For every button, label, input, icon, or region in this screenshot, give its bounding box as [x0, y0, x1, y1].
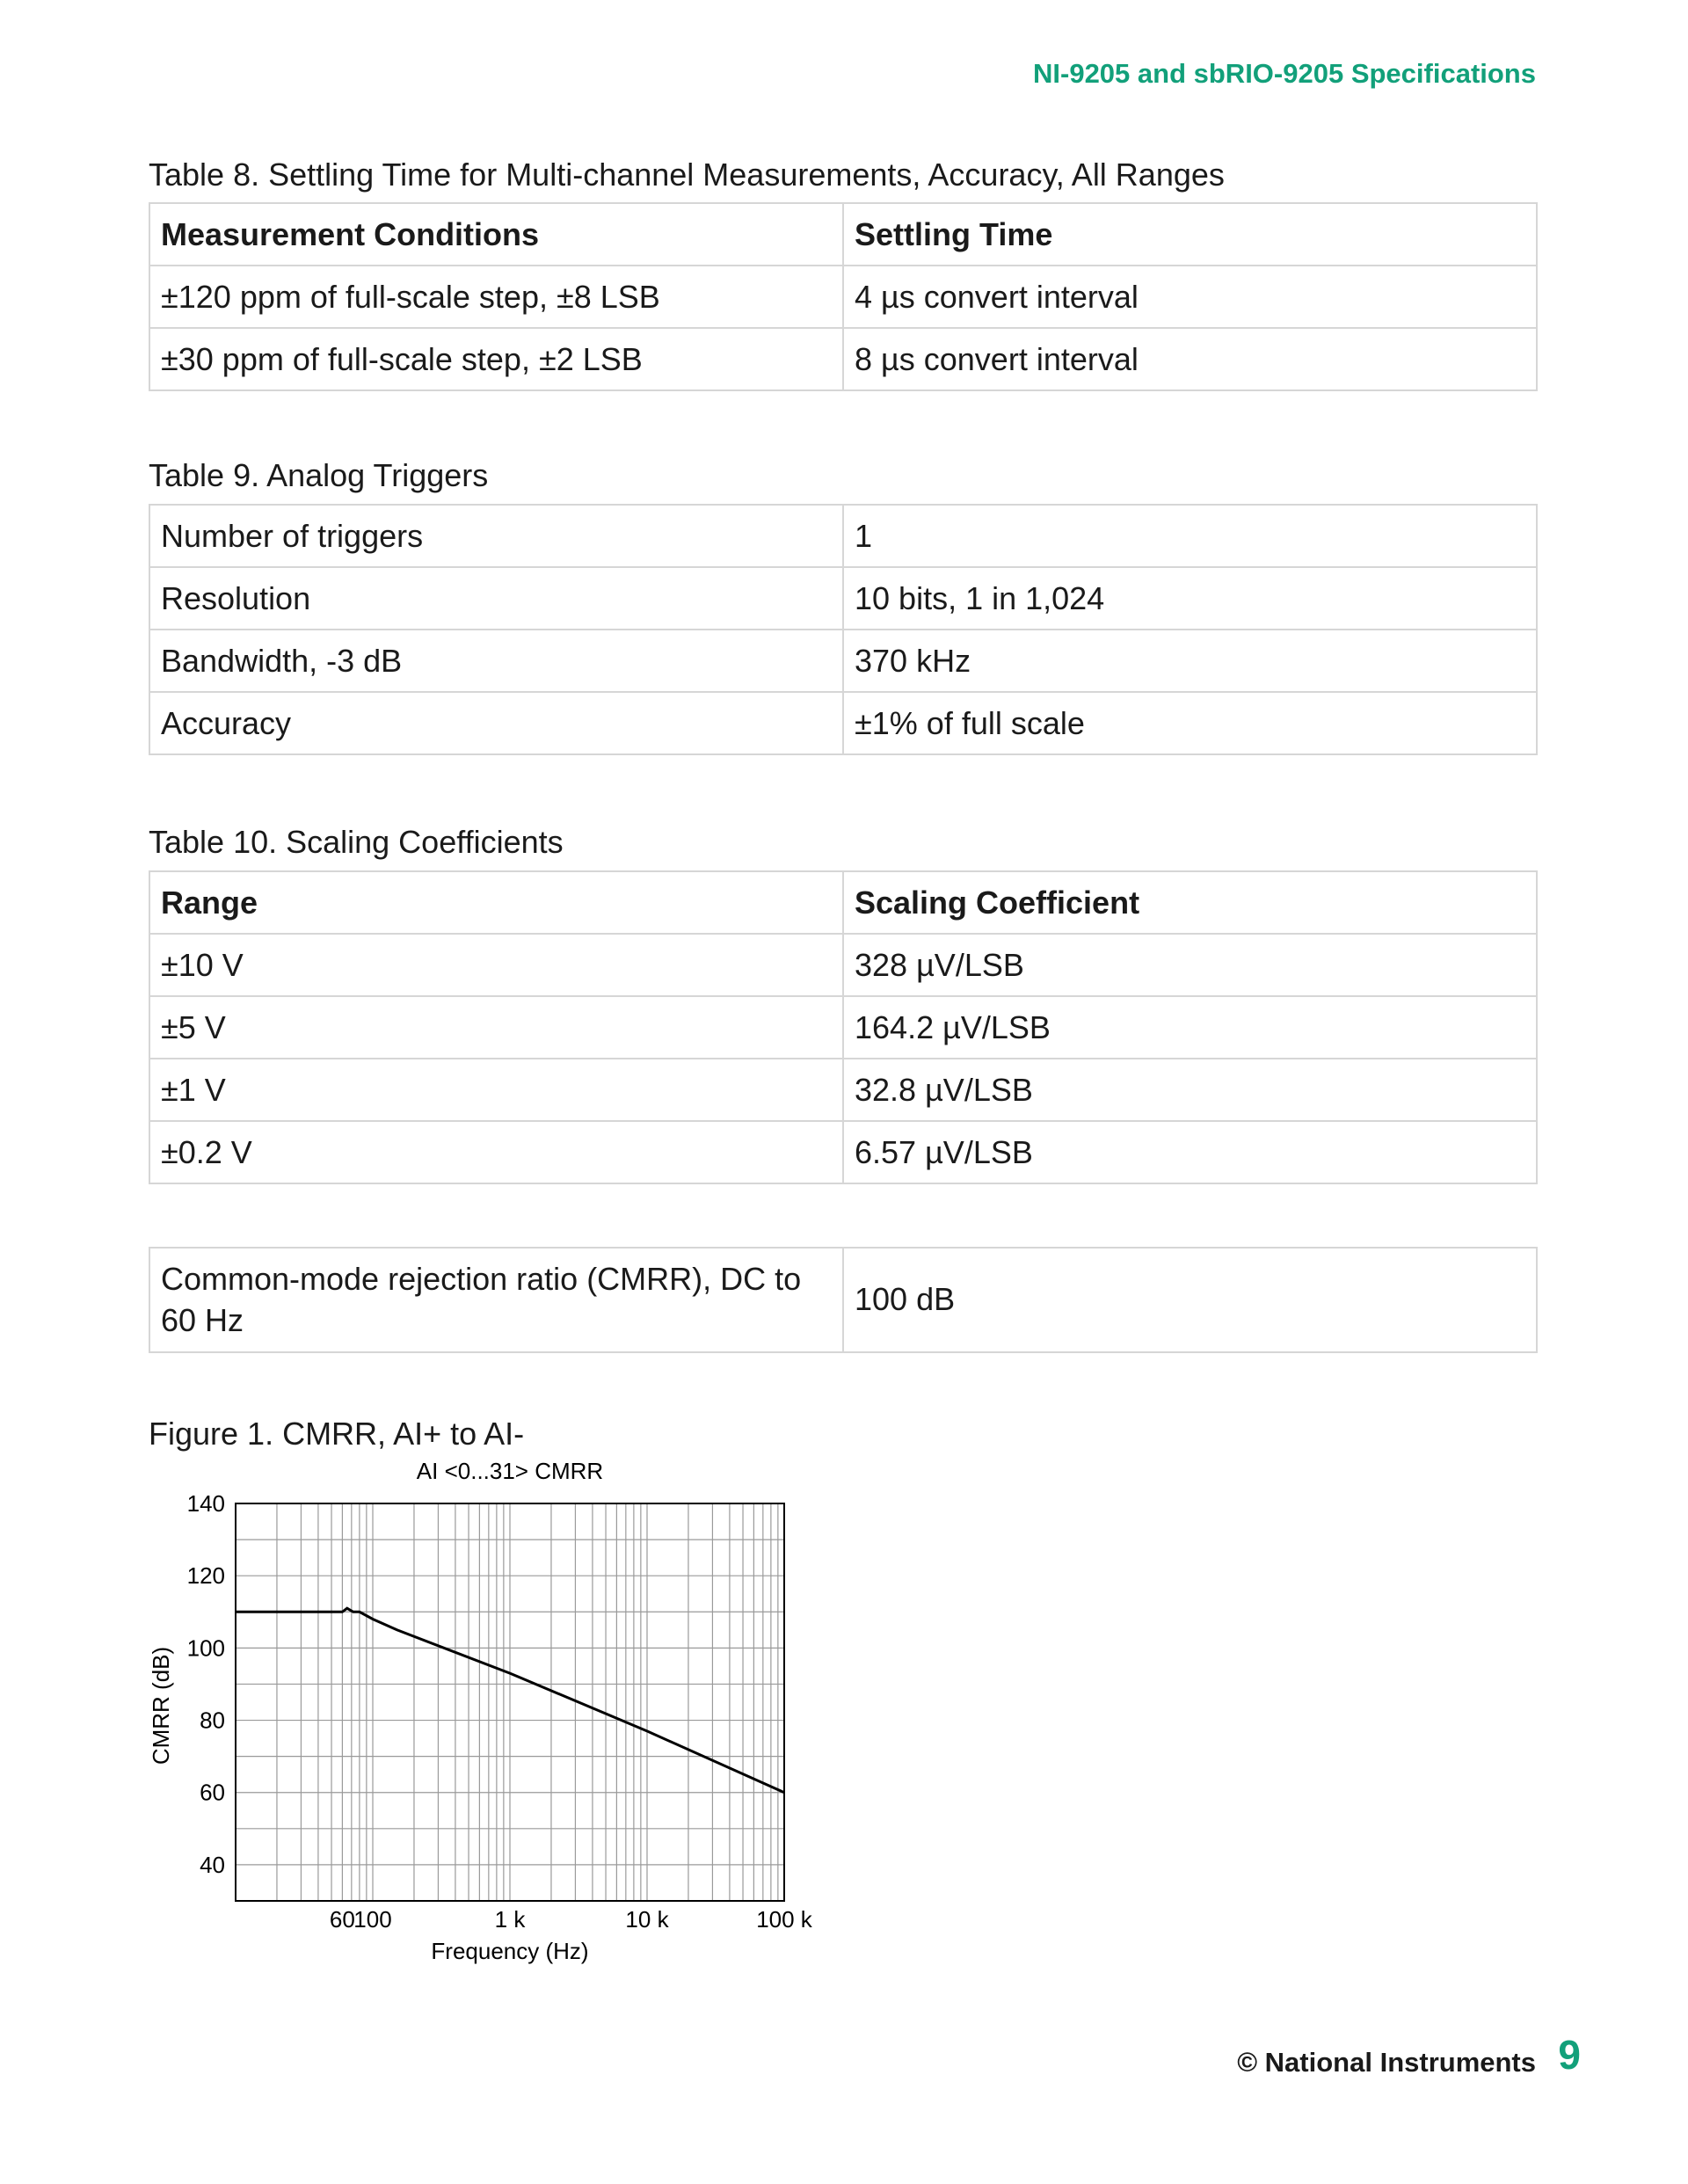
table-cell: ±120 ppm of full-scale step, ±8 LSB — [149, 266, 843, 328]
table-row — [149, 934, 1537, 996]
copyright-footer: © National Instruments — [1237, 2047, 1536, 2078]
table-cell: ±0.2 V — [149, 1121, 843, 1183]
y-tick-label: 40 — [200, 1851, 225, 1878]
table-cell: ±5 V — [149, 996, 843, 1059]
cmrr-table — [149, 1247, 1538, 1353]
scaling-coefficients-table — [149, 870, 1538, 1184]
table-cell: 4 µs convert interval — [843, 266, 1537, 328]
x-tick-label: 100 — [353, 1906, 392, 1933]
table-header-row — [149, 203, 1537, 266]
x-tick-label: 1 k — [494, 1906, 526, 1933]
x-axis-label: Frequency (Hz) — [431, 1938, 589, 1964]
table-cell: 8 µs convert interval — [843, 328, 1537, 390]
table-row — [149, 266, 1537, 328]
table-cell: ±1% of full scale — [843, 692, 1537, 754]
analog-triggers-table — [149, 504, 1538, 755]
figure1-caption: Figure 1. CMRR, AI+ to AI- — [149, 1416, 525, 1452]
y-tick-label: 100 — [186, 1634, 225, 1662]
table-cell: Resolution — [149, 567, 843, 630]
chart-title: AI <0...31> CMRR — [416, 1458, 604, 1484]
settling-time-table — [149, 202, 1538, 391]
table-row — [149, 505, 1537, 567]
y-axis-label: CMRR (dB) — [148, 1646, 174, 1765]
header-cell: Range — [149, 871, 843, 934]
table-header-row — [149, 871, 1537, 934]
header-cell: Settling Time — [843, 203, 1537, 266]
table-row — [149, 328, 1537, 390]
table-row — [149, 630, 1537, 692]
table-cell: Accuracy — [149, 692, 843, 754]
table-cell: 164.2 µV/LSB — [843, 996, 1537, 1059]
y-tick-label: 60 — [200, 1779, 225, 1806]
table-cell: ±30 ppm of full-scale step, ±2 LSB — [149, 328, 843, 390]
y-tick-label: 80 — [200, 1707, 225, 1734]
table-cell: Number of triggers — [149, 505, 843, 567]
cmrr-chart — [132, 1455, 835, 1983]
table-cell: 10 bits, 1 in 1,024 — [843, 567, 1537, 630]
table-row — [149, 1248, 1537, 1352]
table-cell: ±10 V — [149, 934, 843, 996]
table-row — [149, 692, 1537, 754]
table8-caption: Table 8. Settling Time for Multi-channel Measurements, Accuracy, All Ranges — [149, 157, 1225, 193]
table-row — [149, 996, 1537, 1059]
table-row — [149, 567, 1537, 630]
page-number: 9 — [1558, 2032, 1581, 2078]
table-cell: 100 dB — [843, 1248, 1537, 1352]
x-tick-label: 10 k — [625, 1906, 669, 1933]
table-cell: 370 kHz — [843, 630, 1537, 692]
header-cell: Measurement Conditions — [149, 203, 843, 266]
header-cell: Scaling Coefficient — [843, 871, 1537, 934]
table-row — [149, 1121, 1537, 1183]
table-cell: 32.8 µV/LSB — [843, 1059, 1537, 1121]
table-cell: Common-mode rejection ratio (CMRR), DC to 60 Hz — [149, 1248, 843, 1352]
y-tick-label: 120 — [186, 1562, 225, 1590]
x-tick-label: 60 — [329, 1906, 355, 1933]
table-cell: ±1 V — [149, 1059, 843, 1121]
x-tick-label: 100 k — [756, 1906, 812, 1933]
table9-caption: Table 9. Analog Triggers — [149, 457, 489, 493]
table-cell: 328 µV/LSB — [843, 934, 1537, 996]
table10-caption: Table 10. Scaling Coefficients — [149, 824, 564, 860]
table-cell: Bandwidth, -3 dB — [149, 630, 843, 692]
table-cell: 6.57 µV/LSB — [843, 1121, 1537, 1183]
table-cell: 1 — [843, 505, 1537, 567]
y-tick-label: 140 — [186, 1490, 225, 1517]
table-row — [149, 1059, 1537, 1121]
document-title-header: NI-9205 and sbRIO-9205 Specifications — [1033, 58, 1536, 89]
